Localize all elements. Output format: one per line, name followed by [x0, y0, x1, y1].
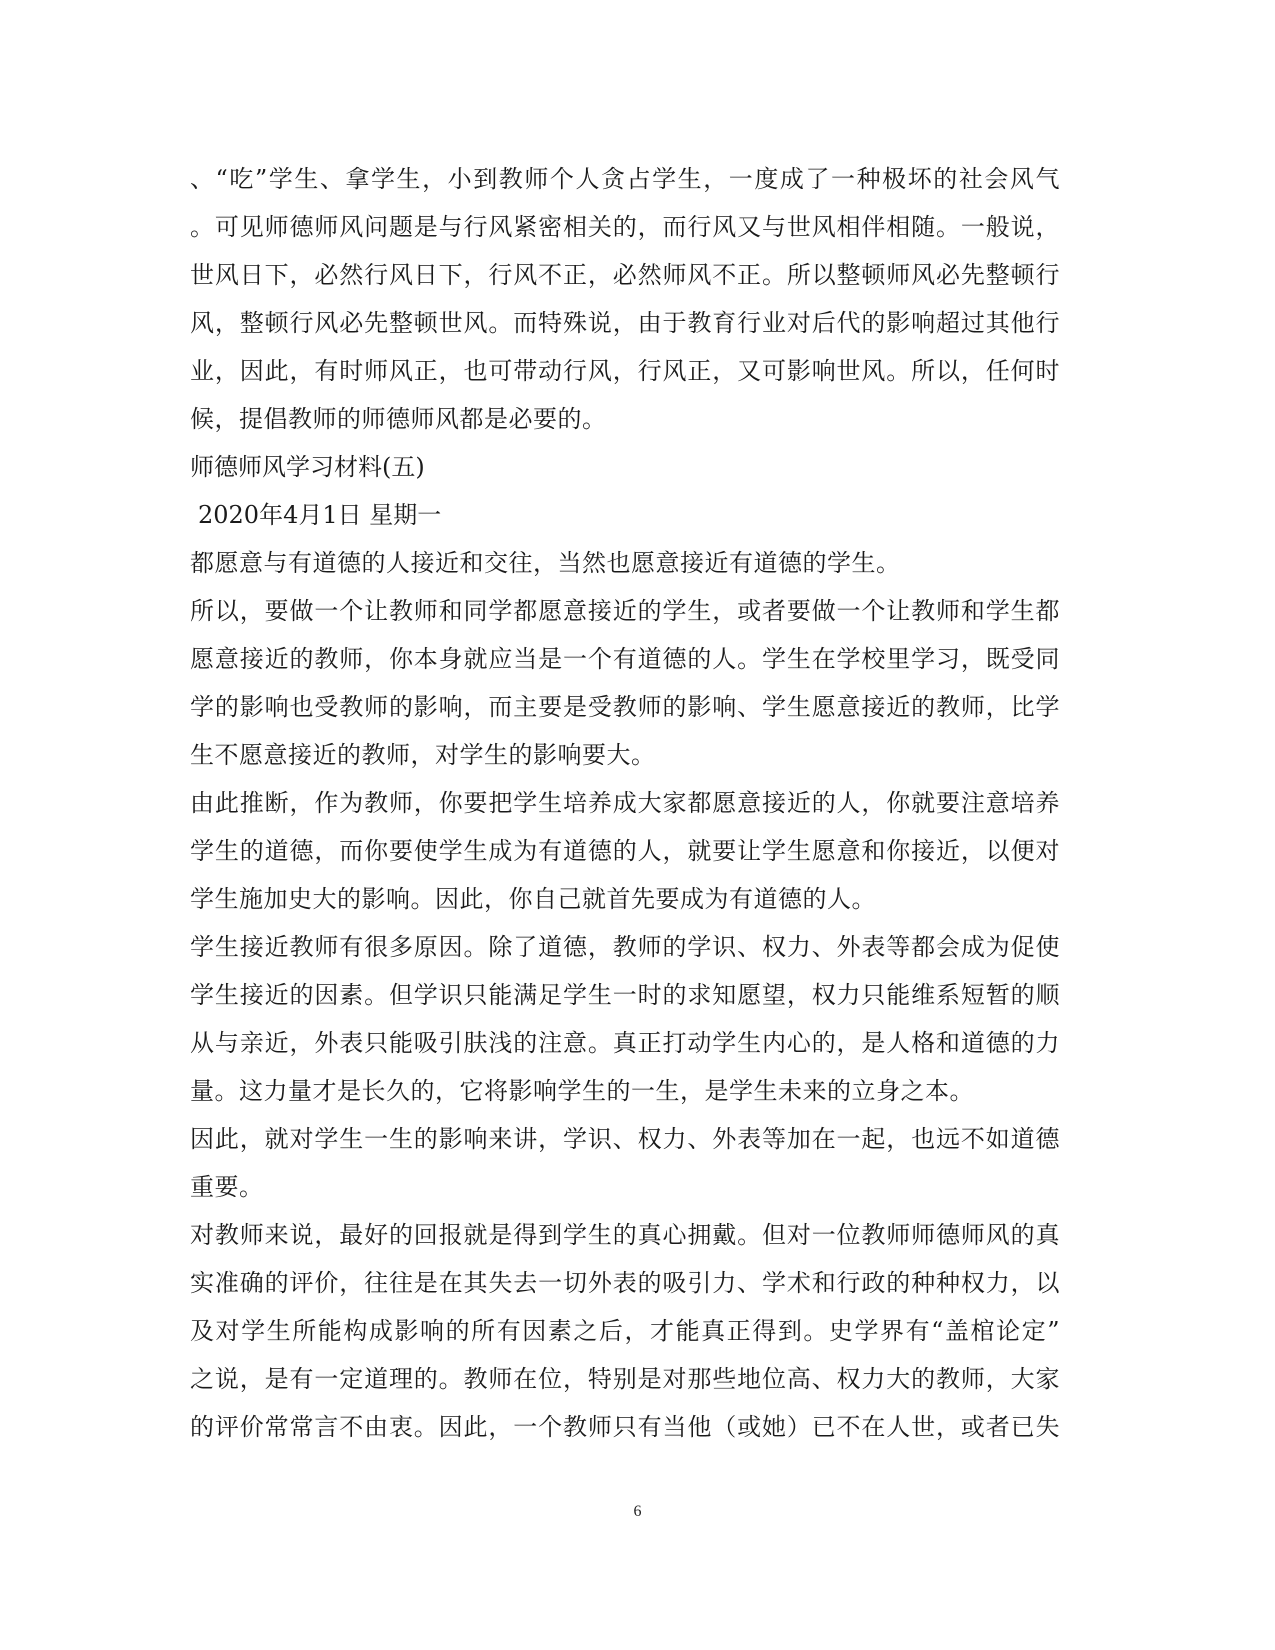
- paragraph-4: [190, 923, 1060, 1115]
- text-line: 生不愿意接近的教师，对学生的影响要大。: [190, 741, 656, 769]
- text-line: 候，提倡教师的师德师风都是必要的。: [190, 405, 607, 433]
- text-line: 。可见师德师风问题是与行风紧密相关的，而行风又与世风相伴相随。一般说，: [190, 213, 1060, 241]
- text-line: 对教师来说，最好的回报就是得到学生的真心拥戴。但对一位教师师德师风的真: [190, 1221, 1060, 1249]
- text-line: 业，因此，有时师风正，也可带动行风，行风正，又可影响世风。所以，任何时: [190, 357, 1060, 385]
- page-body: [190, 155, 1060, 1451]
- text-line: 学生施加史大的影响。因此，你自己就首先要成为有道德的人。: [190, 885, 876, 913]
- text-line: 量。这力量才是长久的，它将影响学生的一生，是学生未来的立身之本。: [190, 1077, 974, 1105]
- text-line: 之说，是有一定道理的。教师在位，特别是对那些地位高、权力大的教师，大家: [190, 1365, 1060, 1393]
- text-line: 由此推断，作为教师，你要把学生培养成大家都愿意接近的人，你就要注意培养: [190, 789, 1060, 817]
- text-line: 的评价常常言不由衷。因此，一个教师只有当他（或她）已不在人世，或者已失: [190, 1413, 1060, 1441]
- text-line: 因此，就对学生一生的影响来讲，学识、权力、外表等加在一起，也远不如道德: [190, 1125, 1060, 1153]
- paragraph-5: [190, 1115, 1060, 1211]
- text-line: 愿意接近的教师，你本身就应当是一个有道德的人。学生在学校里学习，既受同: [190, 645, 1060, 673]
- text-line: 学生接近教师有很多原因。除了道德，教师的学识、权力、外表等都会成为促使: [190, 933, 1060, 961]
- text-line: 及对学生所能构成影响的所有因素之后，才能真正得到。史学界有“盖棺论定”: [190, 1317, 1060, 1345]
- text-line: 都愿意与有道德的人接近和交往，当然也愿意接近有道德的学生。: [190, 549, 901, 577]
- paragraph-1: [190, 539, 1060, 587]
- date-line: 2020年4月1日 星期一: [198, 501, 442, 529]
- paragraph-2: [190, 587, 1060, 779]
- text-line: 所以，要做一个让教师和同学都愿意接近的学生，或者要做一个让教师和学生都: [190, 597, 1060, 625]
- text-line: 实准确的评价，往往是在其失去一切外表的吸引力、学术和行政的种种权力，以: [190, 1269, 1060, 1297]
- text-line: 风，整顿行风必先整顿世风。而特殊说，由于教育行业对后代的影响超过其他行: [190, 309, 1060, 337]
- text-line: 、“吃”学生、拿学生，小到教师个人贪占学生，一度成了一种极坏的社会风气: [190, 165, 1060, 193]
- paragraph-6: [190, 1211, 1060, 1451]
- paragraph-3: [190, 779, 1060, 923]
- text-line: 学生接近的因素。但学识只能满足学生一时的求知愿望，权力只能维系短暂的顺: [190, 981, 1060, 1009]
- text-line: 学的影响也受教师的影响，而主要是受教师的影响、学生愿意接近的教师，比学: [190, 693, 1060, 721]
- page-number: 6: [633, 1503, 642, 1520]
- section-title: 师德师风学习材料(五): [190, 453, 425, 481]
- text-line: 世风日下，必然行风日下，行风不正，必然师风不正。所以整顿师风必先整顿行: [190, 261, 1060, 289]
- text-line: 从与亲近，外表只能吸引肤浅的注意。真正打动学生内心的，是人格和道德的力: [190, 1029, 1060, 1057]
- text-line: 学生的道德，而你要使学生成为有道德的人，就要让学生愿意和你接近，以便对: [190, 837, 1060, 865]
- text-line: 重要。: [190, 1173, 264, 1201]
- intro-paragraph: [190, 155, 1060, 443]
